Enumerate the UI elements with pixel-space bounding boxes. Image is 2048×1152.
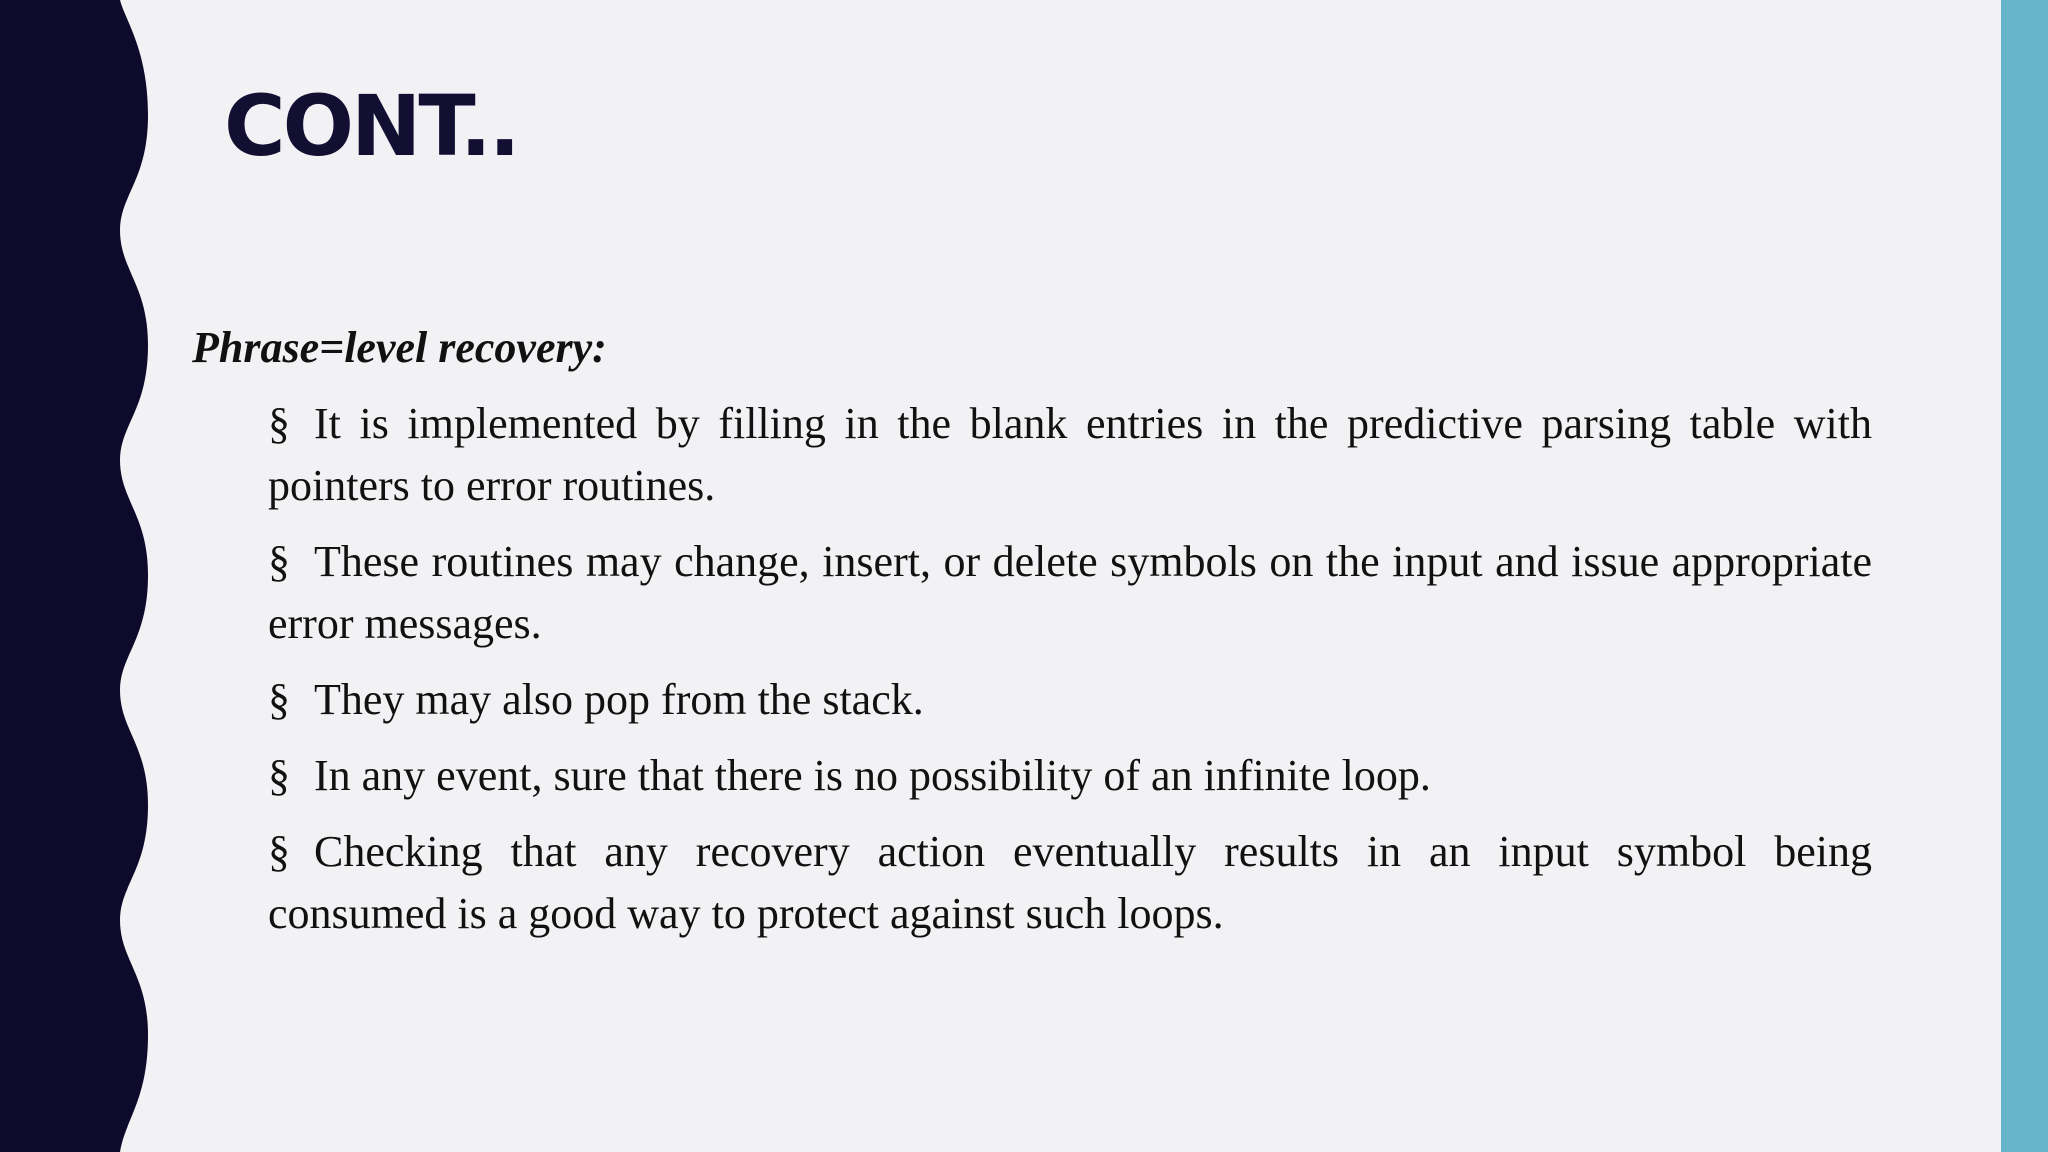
bullet-marker: § (268, 536, 290, 586)
bullet-text: Checking that any recovery action eventually results in an input symbol being consumed is a good way to protect against such loops. (268, 826, 1872, 938)
bullet-item (268, 821, 1872, 945)
bullet-text: In any event, sure that there is no possibility of an infinite loop. (314, 750, 1431, 800)
left-wave-decoration (0, 0, 160, 1152)
bullet-marker: § (268, 750, 290, 800)
bullet-item (268, 669, 1872, 731)
bullet-marker: § (268, 674, 290, 724)
bullet-marker: § (268, 826, 290, 876)
bullet-text: It is implemented by filling in the blank entries in the predictive parsing table with pointers to error routines. (268, 398, 1872, 510)
bullet-marker: § (268, 398, 290, 448)
bullet-item (268, 393, 1872, 517)
bullet-text: They may also pop from the stack. (314, 674, 924, 724)
section-subheading: Phrase=level recovery: (192, 323, 607, 372)
slide-title: CONT.. (224, 77, 518, 175)
slide-content (192, 322, 1872, 959)
right-accent-bar (2001, 0, 2048, 1152)
bullet-item (268, 531, 1872, 655)
bullet-text: These routines may change, insert, or delete symbols on the input and issue appropriate error messages. (268, 536, 1872, 648)
bullet-item (268, 745, 1872, 807)
